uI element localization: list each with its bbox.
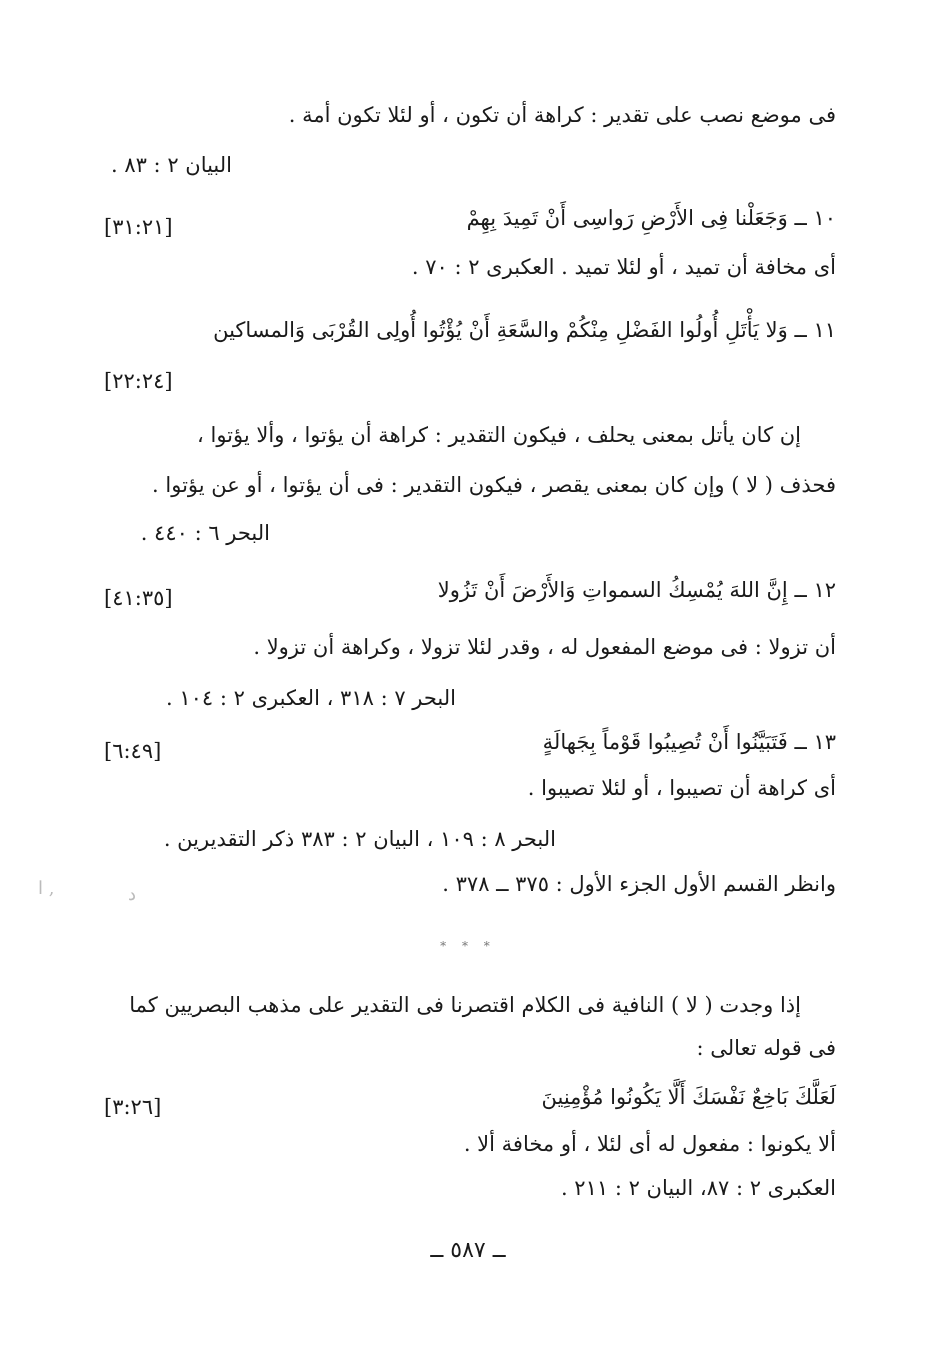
verse-line: ١٠ ــ وَجَعَلْنا فِى الأَرْضِ رَواسِى أَنْ تَمِيدَ بِهِمْ [466, 206, 836, 230]
text-line: فى موضع نصب على تقدير : كراهة أن تكون ، أو لئلا تكون أمة . [288, 103, 836, 127]
verse-line: ١٣ ــ فَتَبَيَّنُوا أَنْ تُصِيبُوا قَوْماً بِجَهالَةٍ [542, 730, 836, 754]
faint-mark: ا , [38, 878, 55, 899]
text-line: إن كان يأتل بمعنى يحلف ، فيكون التقدير : كراهة أن يؤتوا ، وألا يؤتوا ، [197, 423, 801, 447]
reference-line: العكبرى ٢ : ٨٧، البيان ٢ : ٢١١ . [560, 1176, 836, 1200]
verse-line: ١١ ــ وَلا يَأْتَلِ أُولُوا الفَضْلِ مِنْكُمْ والسَّعَةِ أَنْ يُؤْتُوا أُولِى القُرْبَى وَالمساكين [213, 318, 836, 342]
text-line: أى كراهة أن تصيبوا ، أو لئلا تصيبوا . [527, 776, 836, 800]
text-line: فى قوله تعالى : [696, 1036, 836, 1060]
text-line: وانظر القسم الأول الجزء الأول : ٣٧٥ ــ ٣٧٨ . [442, 872, 836, 896]
text-line: فحذف ( لا ) وإن كان بمعنى يقصر ، فيكون التقدير : فى أن يؤتوا ، أو عن يؤتوا . [152, 473, 836, 497]
text-line: إذا وجدت ( لا ) النافية فى الكلام اقتصرنا فى التقدير على مذهب البصريين كما [129, 993, 801, 1017]
verse-citation: [٢٢:٢٤] [104, 369, 173, 393]
section-separator: * * * [440, 939, 496, 953]
reference-line: البحر ٧ : ٣١٨ ، العكبرى ٢ : ١٠٤ . [165, 686, 456, 710]
reference-line: البيان ٢ : ٨٣ . [110, 153, 232, 177]
reference-line: البحر ٨ : ١٠٩ ، البيان ٢ : ٣٨٣ ذكر التقديرين . [163, 827, 556, 851]
reference-line: البحر ٦ : ٤٤٠ . [140, 521, 270, 545]
verse-line: ١٢ ــ إِنَّ اللهَ يُمْسِكُ السمواتِ وَالأَرْضَ أَنْ تَزُولا [437, 578, 836, 602]
verse-citation: [٣١:٢١] [104, 215, 173, 239]
faint-mark: ﺩ [128, 884, 137, 905]
text-line: ألا يكونوا : مفعول له أى لئلا ، أو مخافة ألا . [463, 1132, 836, 1156]
verse-citation: [٤١:٣٥] [104, 586, 173, 610]
text-line: أى مخافة أن تميد ، أو لئلا تميد . العكبرى ٢ : ٧٠ . [411, 255, 836, 279]
verse-citation: [٣:٢٦] [104, 1095, 162, 1119]
verse-citation: [٦:٤٩] [104, 739, 162, 763]
text-line: أن تزولا : فى موضع المفعول له ، وقدر لئلا تزولا ، وكراهة أن تزولا . [253, 635, 836, 659]
verse-line: لَعَلَّكَ بَاخِعٌ نَفْسَكَ أَلَّا يَكُونُوا مُؤْمِنِينَ [541, 1085, 836, 1109]
page-number: ــ ٥٨٧ ــ [430, 1238, 506, 1263]
